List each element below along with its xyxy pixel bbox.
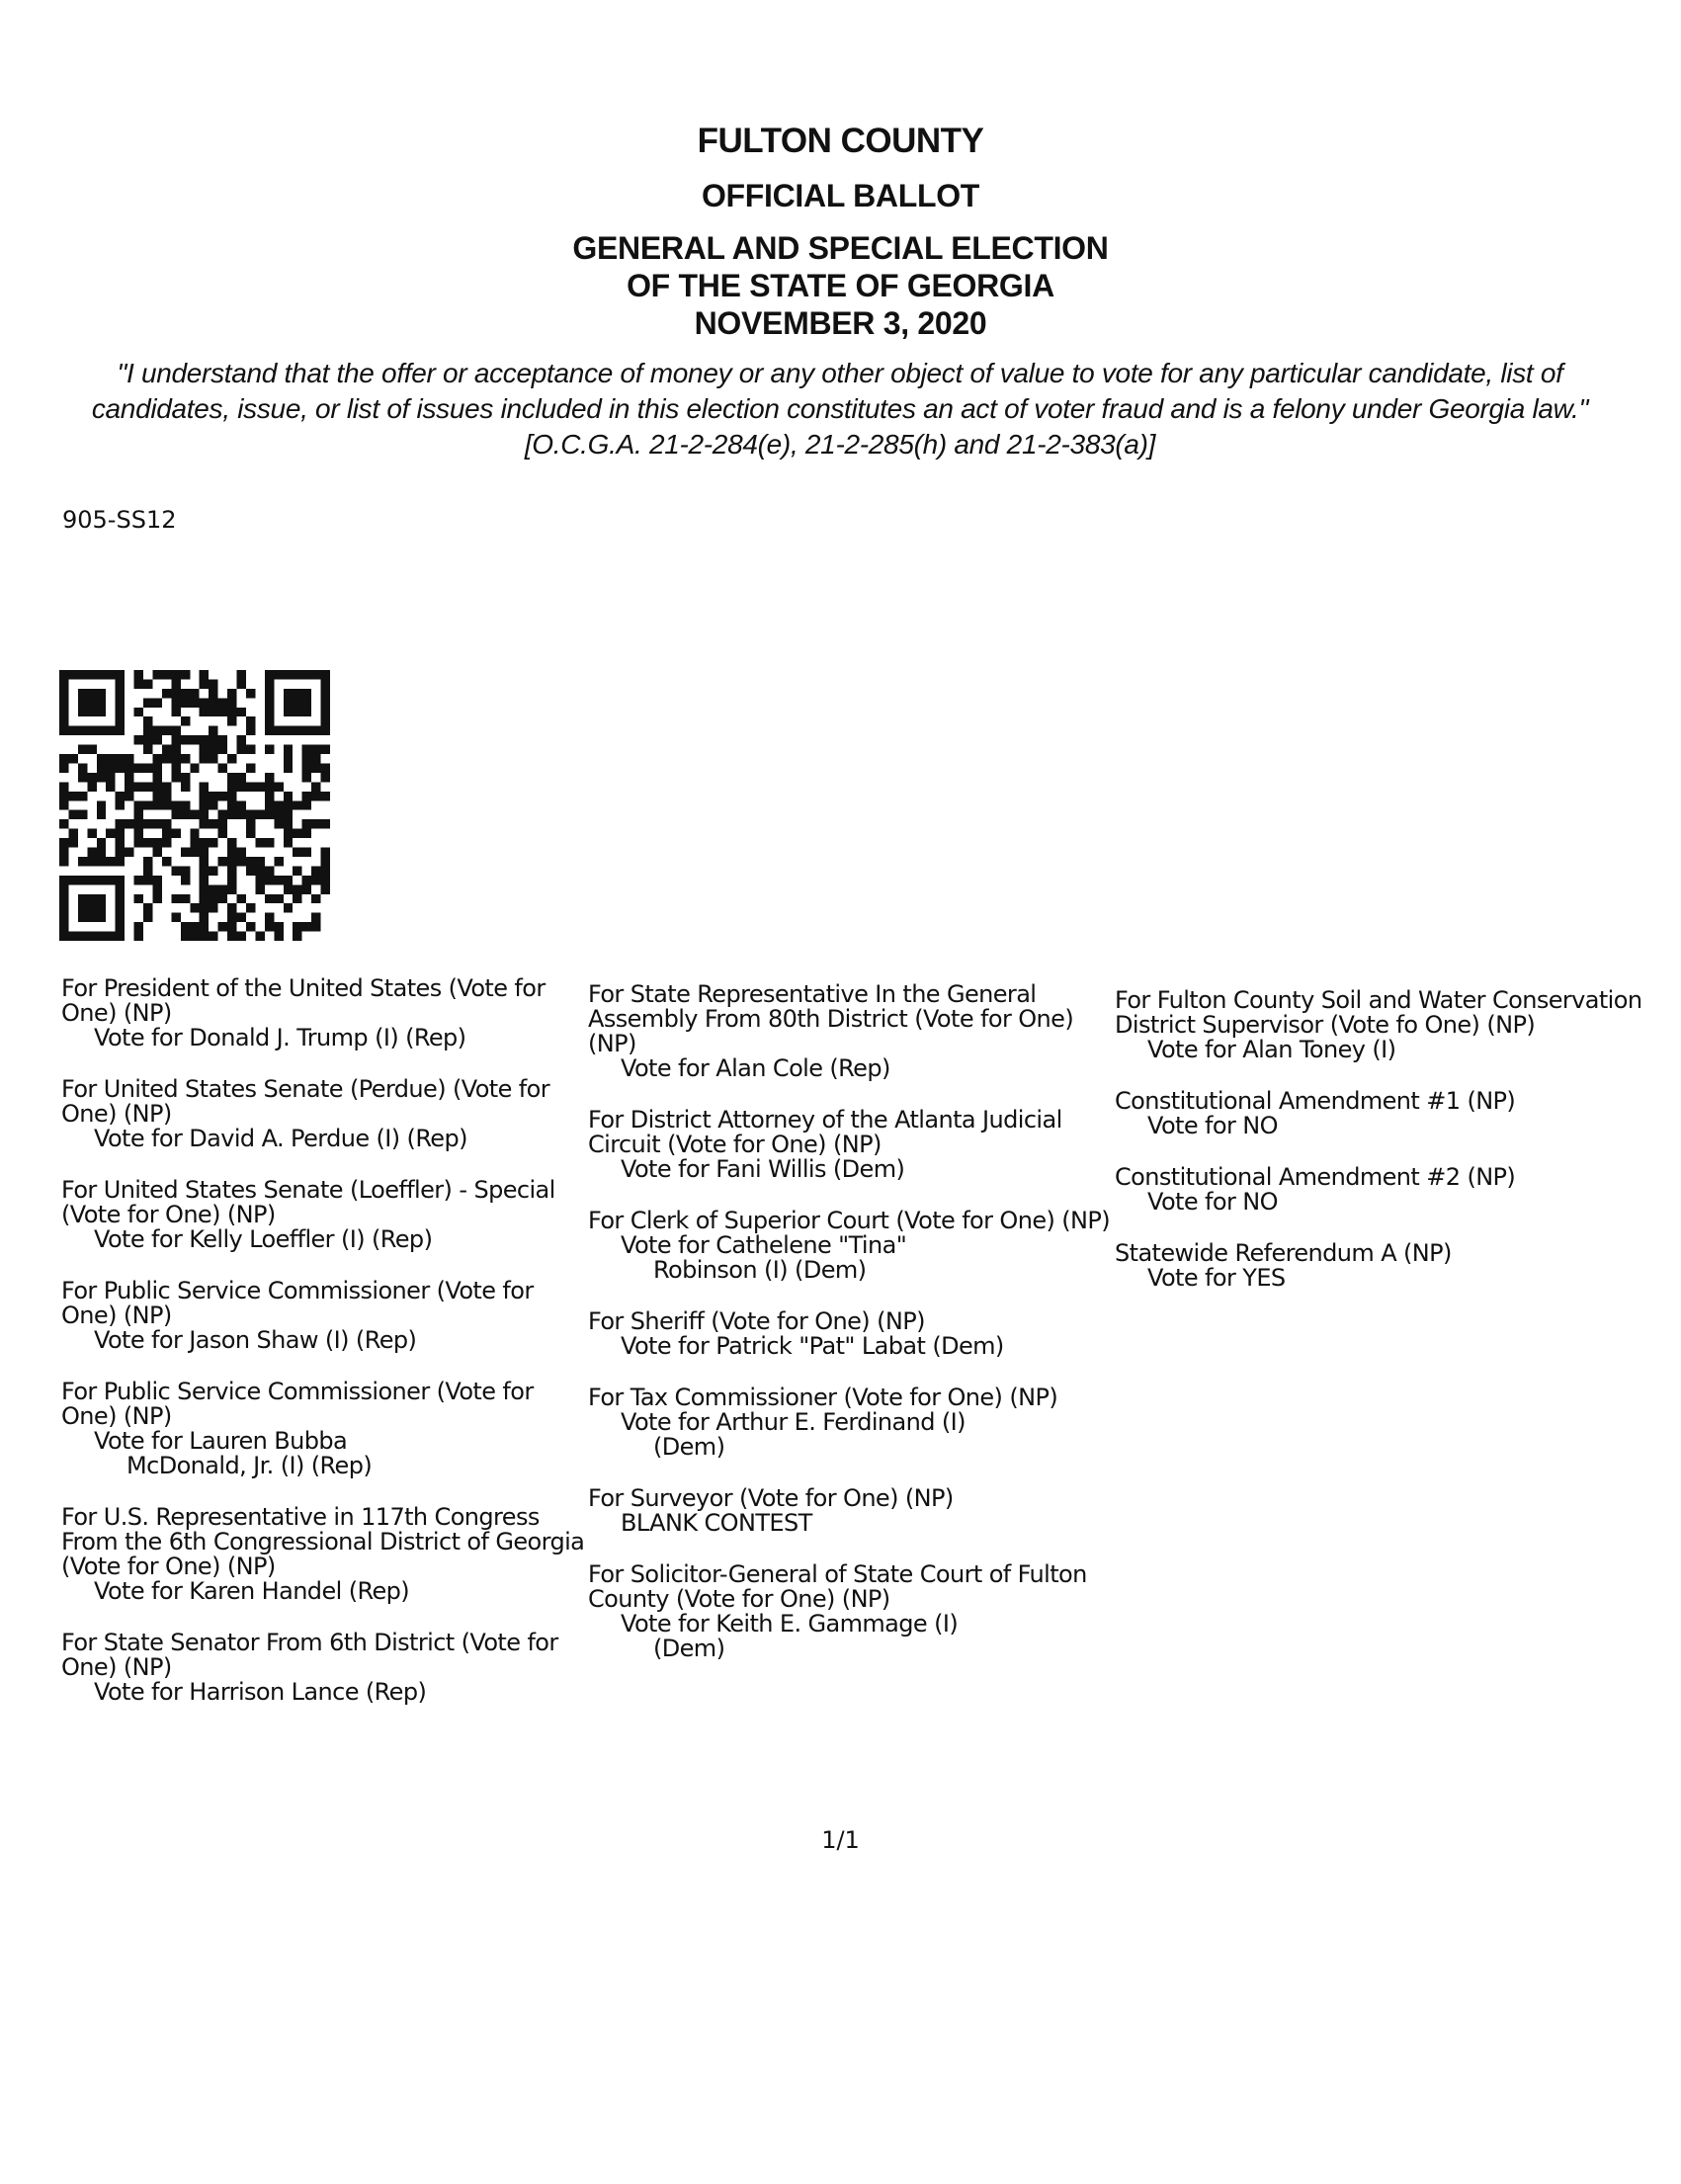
contest-selection: Vote for NO (1147, 1112, 1278, 1139)
contest-president (61, 976, 585, 1050)
contest-selection-continued: McDonald, Jr. (I) (Rep) (126, 1452, 373, 1479)
contest-selection: Vote for Arthur E. Ferdinand (I) (621, 1408, 966, 1436)
contest-tax-commissioner (588, 1386, 1112, 1460)
contest-selection: Vote for Cathelene "Tina" (621, 1231, 907, 1259)
contest-state-representative (588, 982, 1112, 1081)
contest-selection: BLANK CONTEST (621, 1509, 812, 1537)
contest-selection-continued: Robinson (I) (Dem) (653, 1256, 867, 1284)
contest-column-3 (1115, 988, 1653, 1317)
contest-title: Constitutional Amendment #1 (NP) (1115, 1087, 1516, 1115)
contest-selection: Vote for David A. Perdue (I) (Rep) (94, 1125, 467, 1152)
contest-title: For Public Service Commissioner (Vote for One) (NP) (61, 1378, 534, 1430)
contest-title: For State Senator From 6th District (Vote for One) (NP) (61, 1629, 558, 1681)
contest-title: For United States Senate (Loeffler) - Special (Vote for One) (NP) (61, 1176, 555, 1228)
contest-selection: Vote for Fani Willis (Dem) (621, 1155, 905, 1183)
contest-senate-loeffler (61, 1178, 585, 1252)
contest-selection: Vote for Karen Handel (Rep) (94, 1577, 410, 1605)
contest-title: For Public Service Commissioner (Vote for One) (NP) (61, 1277, 534, 1329)
contest-senate-perdue (61, 1077, 585, 1151)
contest-sheriff (588, 1309, 1112, 1359)
contest-solicitor-general (588, 1562, 1112, 1661)
contest-selection-continued: (Dem) (653, 1635, 725, 1662)
contest-state-senator (61, 1631, 585, 1705)
contest-selection: Vote for Patrick "Pat" Labat (Dem) (621, 1332, 1004, 1360)
contest-amendment-2 (1115, 1165, 1653, 1215)
contest-district-attorney (588, 1108, 1112, 1182)
contest-column-1 (61, 976, 585, 1731)
contest-title: For State Representative In the General Assembly From 80th District (Vote for One) (NP) (588, 980, 1074, 1057)
contest-title: For District Attorney of the Atlanta Judicial Circuit (Vote for One) (NP) (588, 1106, 1062, 1158)
contest-selection: Vote for Alan Toney (I) (1147, 1036, 1396, 1063)
contest-surveyor (588, 1486, 1112, 1536)
contest-selection: Vote for NO (1147, 1188, 1278, 1216)
contest-amendment-1 (1115, 1089, 1653, 1138)
contest-title: For Sheriff (Vote for One) (NP) (588, 1307, 925, 1335)
election-title-line1: GENERAL AND SPECIAL ELECTION (572, 230, 1109, 266)
contest-title: Constitutional Amendment #2 (NP) (1115, 1163, 1516, 1191)
contest-title: For Surveyor (Vote for One) (NP) (588, 1484, 954, 1512)
contest-selection: Vote for Lauren Bubba (94, 1427, 348, 1455)
contest-referendum-a (1115, 1241, 1653, 1291)
contest-title: For Fulton County Soil and Water Conservation District Supervisor (Vote fo One) (NP) (1115, 986, 1642, 1039)
contest-psc-2 (61, 1380, 585, 1478)
contest-title: For Clerk of Superior Court (Vote for One) (NP) (588, 1207, 1111, 1234)
contest-selection: Vote for Keith E. Gammage (I) (621, 1610, 959, 1638)
contest-title: For United States Senate (Perdue) (Vote for One) (NP) (61, 1075, 549, 1128)
ballot-type: OFFICIAL BALLOT (701, 178, 980, 213)
voter-fraud-oath: "I understand that the offer or acceptance of money or any other object of value to vote for any particular candidate, list of candidates, issue, or list of issues included in this election constitutes an act of voter fraud and is a felony under Georgia law." [O.C.G.A. 21-2-284(e), 21-2-285(h) and 21-2-383(a)] (91, 358, 1589, 460)
election-date: NOVEMBER 3, 2020 (694, 305, 987, 341)
contest-column-2 (588, 982, 1112, 1688)
contest-selection: Vote for Alan Cole (Rep) (621, 1054, 890, 1082)
contest-selection: Vote for Kelly Loeffler (I) (Rep) (94, 1225, 433, 1253)
contest-selection: Vote for YES (1147, 1264, 1286, 1292)
page-number: 1/1 (821, 1826, 860, 1854)
contest-title: For Tax Commissioner (Vote for One) (NP) (588, 1384, 1058, 1411)
contest-title: Statewide Referendum A (NP) (1115, 1239, 1452, 1267)
election-title-line2: OF THE STATE OF GEORGIA (627, 268, 1054, 303)
contest-us-representative (61, 1505, 585, 1604)
contest-title: For Solicitor-General of State Court of Fulton County (Vote for One) (NP) (588, 1560, 1087, 1613)
county-title: FULTON COUNTY (697, 122, 984, 160)
contest-selection: Vote for Harrison Lance (Rep) (94, 1678, 427, 1706)
contest-clerk-superior-court (588, 1209, 1112, 1283)
contest-selection: Vote for Donald J. Trump (I) (Rep) (94, 1024, 466, 1051)
contest-title: For President of the United States (Vote for One) (NP) (61, 974, 546, 1027)
contest-selection: Vote for Jason Shaw (I) (Rep) (94, 1326, 417, 1354)
ballot-style-code: 905-SS12 (62, 506, 177, 534)
contest-soil-water-supervisor (1115, 988, 1653, 1062)
ballot-header (0, 117, 1681, 342)
contest-title: For U.S. Representative in 117th Congress From the 6th Congressional District of Georgia (Vote for One) (NP) (61, 1503, 585, 1580)
contest-psc-1 (61, 1279, 585, 1353)
contest-selection-continued: (Dem) (653, 1433, 725, 1461)
qr-code-icon (59, 670, 330, 941)
